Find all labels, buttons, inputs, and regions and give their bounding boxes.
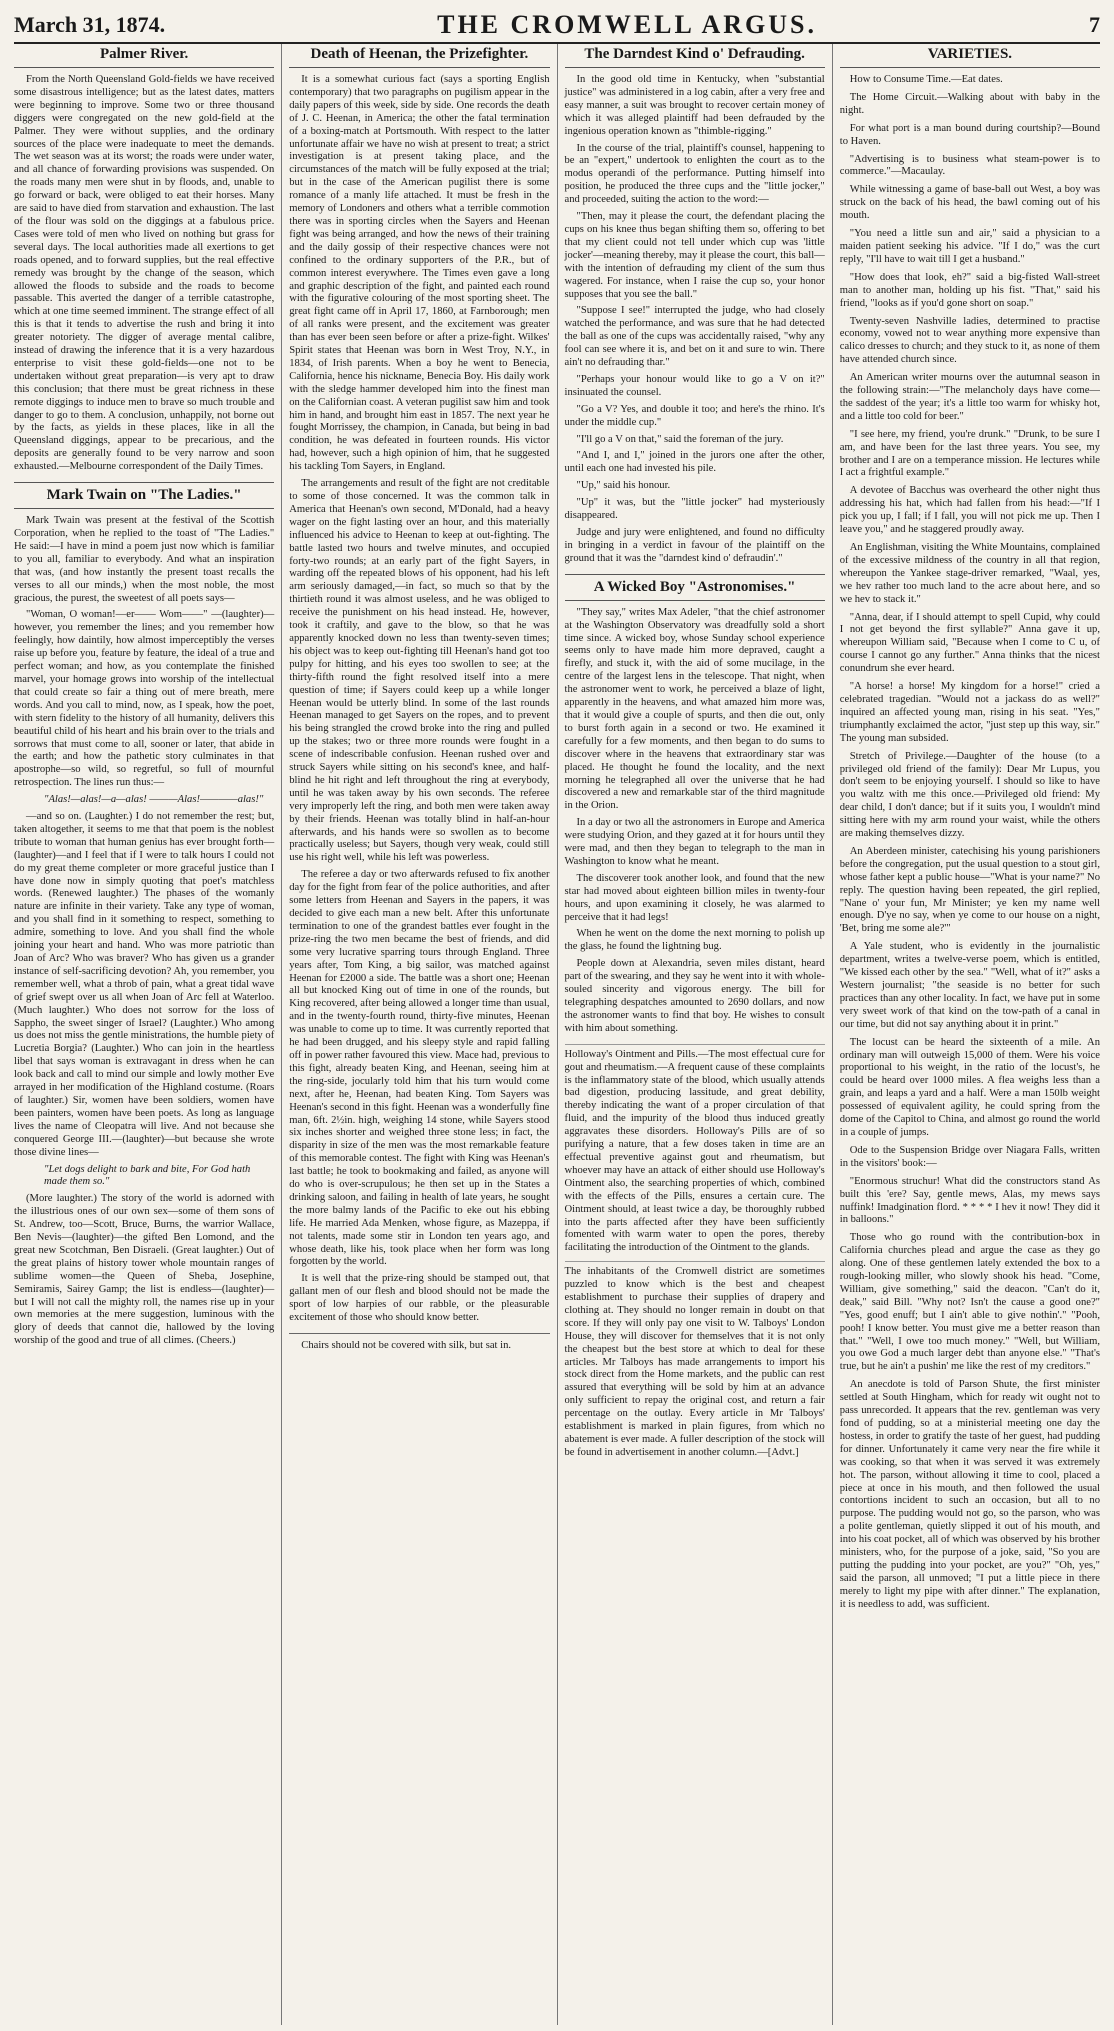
divider <box>289 1333 549 1334</box>
column-3 <box>557 44 832 2025</box>
variety-item: Stretch of Privilege.—Daughter of the house (to a privileged old friend of the family): Dear Mr Lupus, you don't seem to be enjoying yourself. I should so like to have you waltz with me this once.—Privileged old friend: My dear child, I don't dance; but if it suits you, I wouldn't mind sitting here with my arm round your waist, while the others are making themselves dizzy. <box>839 750 1100 840</box>
filler-line: Chairs should not be covered with silk, but sat in. <box>301 1340 512 1351</box>
column-4 <box>832 44 1100 2025</box>
article-paragraph: People down at Alexandria, seven miles distant, heard part of the swearing, and they say he went into it with whole-souled sincerity and vigorous energy. The bill for telegraphing despatches amounted to 2690 dollars, and now the astronomer wants to find that boy. He wishes to consult with him about something. <box>564 958 825 1034</box>
article-darndest <box>565 46 825 566</box>
variety-item: "Advertising is to business what steam-power is to commerce."—Macaulay. <box>839 153 1100 178</box>
article-paragraph: It is a somewhat curious fact (says a sporting English contemporary) that two paragraphs on pugilism appear in the daily papers of this week, side by side. One records the death of J. C. Heenan, in America; the other the fatal termination of a boxing-match at Portsmouth. With respect to the latter unfortunate affair we have no wish at present to treat; a strict investigation is at present taking place, and the circumstances of the match will be fully exposed at the trial; but in the case of the American pugilist there is some romance of a manly life attached. It must be fresh in the memory of Londoners and others what a terrible commotion there was in sporting circles when the Sayers and Heenan fight was being arranged, and how the news of their training and the daily gossip of their respective chances were not confined to the ordinary supporters of the P.R., but of common interest everywhere. The Times even gave a long and graphic description of the fight, and painted each round with the figurative colouring of the most sporting sheet. The great fight came off in April 17, 1860, at Farnborough; men of all ranks were present, and the excitement was greater than has ever been seen before or after a prize-fight. Wilkes' Spirit states that Heenan was born in West Troy, N.Y., in 1834, of Irish parents. When a boy he went to Benecia, California, hence his nickname, Benecia Boy. His daily work with the sledge hammer developed him into the finest man on the Californian coast. A veteran pugilist saw him and took him in hand, and brought him east in 1857. The next year he fought Morrissey, the champion, in Canada, but being in bad condition, he was defeated in fourteen rounds. His victor had, however, such a high opinion of him, that he suggested his tackling Tom Sayers, in England. <box>289 74 550 473</box>
article-paragraph: In the course of the trial, plaintiff's counsel, happening to be an "expert," undertook to enlighten the court as to the modus operandi of the performance. Putting himself into position, he produced the three cups and the "little jocker," and proceeded, suiting the action to the word:— <box>564 142 825 206</box>
article-paragraph: When he went on the dome the next morning to polish up the glass, he found the lightning bug. <box>564 928 825 953</box>
newspaper-title: THE CROMWELL ARGUS. <box>437 10 818 39</box>
variety-item: The locust can be heard the sixteenth of a mile. An ordinary man will outweigh 15,000 of them. Were his voice proportional to his weight, in the ratio of the locust's, he could be heard over 1000 miles. A flea weighs less than a grain, and leaps a yard and a half. Were a man 150lb weight possessed of equivalent agility, he could spring from the dome of the Capitol to China, and almost go round the world in a couple of jumps. <box>839 1036 1100 1138</box>
verse-quote: "Alas!—alas!—a—alas! ———Alas!————alas!" <box>44 794 264 806</box>
column-2 <box>281 44 556 2025</box>
article-paragraph: It is well that the prize-ring should be stamped out, that gallant men of our flesh and blood should not be made the sport of low harpies of our rabble, or the pleasurable excitement of those who should know better. <box>289 1273 550 1324</box>
columns <box>14 44 1100 2025</box>
variety-item: For what port is a man bound during courtship?—Bound to Haven. <box>839 122 1100 147</box>
variety-item: "A horse! a horse! My kingdom for a horse!" cried a celebrated tragedian. "Would not a jackass do as well?" inquired an affected young man, rising in his seat. "Yes," triumphantly exclaimed the actor, "just step up this way, sir." The young man subsided. <box>839 681 1100 744</box>
article-paragraph: —and so on. (Laughter.) I do not remember the rest; but, taken altogether, it seems to me that that poem is the noblest tribute to woman that human genius has ever brought forth—(laughter)—and I feel that if I were to talk hours I could not do my great theme completer or more graceful justice than I have done now in simply quoting that poet's matchless words. (Renewed laughter.) The phases of the womanly nature are infinite in their variety. Take any type of woman, and you shall find in it something to respect, something to admire, something to love. And you shall find the whole joining your heart and hand. Who was more patriotic than Joan of Arc? Who was braver? Who has given us a grander instance of self-sacrificing devotion? Ah, you remember, you remember well, what a throb of pain, what a great tidal wave of grief swept over us all when Joan of Arc fell at Waterloo. (Much laughter.) Who does not sorrow for the loss of Sappho, the sweet singer of Israel? (Laughter.) Who among us does not miss the gentle ministrations, the humble piety of Lucretia Borgia? (Laughter.) Who can join in the heartless libel that says woman is extravagant in dress when he can look back and call to mind our simple and lowly mother Eve arrayed in her modification of the Highland costume. (Roars of laughter.) Sir, women have been soldiers, women have been painters, women have been poets. As long as language lives the name of Cleopatra will live. And not because she conquered George III.—(laughter)—but because she wrote those divine lines— <box>14 811 275 1158</box>
article-paragraph: "And I, and I," joined in the jurors one after the other, until each one had invested his pile. <box>564 450 825 475</box>
column-1 <box>14 44 281 2025</box>
issue-date: March 31, 1874. <box>14 12 166 37</box>
article-wicked-boy <box>565 574 825 1036</box>
variety-item: Twenty-seven Nashville ladies, determined to practise economy, vowed not to wear anything more expensive than calico dresses to church; and they stuck to it, as none of them have attended church since. <box>839 315 1100 366</box>
article-paragraph: Mark Twain was present at the festival of the Scottish Corporation, when he replied to the toast of "The Ladies." He said:—I have in mind a poem just now which is familiar to you all, familiar to everybody. And what an inspiration that was, (and how instantly the present toast recalls the verses to all our minds,) when the most noble, the most gracious, the purest, the sweetest of all poets says— <box>14 515 275 604</box>
variety-item: A devotee of Bacchus was overheard the other night thus addressing his hat, which had fallen from his head:—"If I pick you up, I fall; if I fall, you will not pick me up. Then I leave you," and he staggered proudly away. <box>839 485 1100 536</box>
article-paragraph: "I'll go a V on that," said the foreman of the jury. <box>576 433 784 445</box>
variety-item: "Anna, dear, if I should attempt to spell Cupid, why could I not get beyond the first syllable?" Anna gave it up, whereupon William said, "Because when I come to C u, of course I cannot go any further." Anna thinks that the nicest conundrum she ever heard. <box>839 611 1100 675</box>
article-paragraph: The arrangements and result of the fight are not creditable to some of those concerned. It was the common talk in America that Heenan's own second, M'Donald, had a heavy wager on the fight lasting over an hour, and this materially influenced his advice to Heenan to keep at out-fighting. The battle lasted two hours and twelve minutes, and occupied forty-two rounds; at an early part of the fight Sayers, in warding off the repeated blows of his opponent, had his left arm seriously damaged,—in fact, so much so that by the thirtieth round it was almost useless, and he was obliged to receive the punishment on his head instead. He, however, took it craftily, and gave to the blow, so that he was apparently knocked down no less than twenty-seven times; his object was to keep out-fighting till Heenan's hand got too pulpy for hitting, and his eyes too swollen to see; at the thirty-fifth round the fight resolved itself into a mere question of time; if Sayers could keep up a while longer Heenan would be utterly blind. In some of the last rounds Heenan managed to get Sayers on the ropes, and to prevent his being strangled the crowd broke into the ring and pulled up the stakes; two or three more rounds were fought in a scene of indescribable confusion. Heenan rushed over and struck Sayers while sitting on his second's knee, and half-blind he hit right and left throughout the ring at everybody, until he was taken away by his own seconds. The referee very improperly left the ring, and both men were taken away by their friends. Heenan was totally blind in half-an-hour afterwards, and his hands were so swollen as to become practically useless; but Sayers, though very weak, could still use his right well, while his left was powerless. <box>289 478 550 864</box>
article-paragraph: "They say," writes Max Adeler, "that the chief astronomer at the Washington Observatory was dreadfully sold a short time since. A wicked boy, whose Sunday school experience seems only to have made him more depraved, caught a firefly, and stuck it, with the aid of some mucilage, in the centre of the largest lens in the telescope. That night, when the astronomer went to work, he perceived a blaze of light, apparently in the heavens, and what amazed him more was, that it would give a couple of spurts, and then die out, only to burst forth again in a second or two. He examined it carefully for a few moments, and then began to do sums to discover where in the heavens that extraordinary star was placed. He thought he found the locality, and the next morning he telegraphed all over the universe that he had discovered a new and remarkable star of the third magnitude in the Orion. <box>564 606 825 812</box>
advertisement-holloway: Holloway's Ointment and Pills.—The most effectual cure for gout and rheumatism.—A frequent cause of these complaints is the inflammatory state of the blood, which usually attends bad digestion, producing lassitude, and great debility, thereby indicating the want of a proper circulation of that fluid, and the impurity of the blood thus induced greatly aggravates these disorders. Holloway's Pills are of so purifying a nature, that a few doses taken in time are an effectual preventive against gout and rheumatism, but whoever may have an attack of either should use Holloway's Ointment also, the searching properties of which, combined with the effects of the Pills, ensures a certain cure. The Ointment should, at least twice a day, be thoroughly rubbed into the parts affected after they have been sufficiently fomented with warm water to open the pores, thereby facilitating the introduction of the Ointment to the glands. <box>565 1044 825 1256</box>
article-paragraph: "Suppose I see!" interrupted the judge, who had closely watched the performance, and was sure that he had detected the ball as one of the cups was accidentally raised, "why any fool can see where it is, and bet on it and sure to win. There ain't no defrauding thar." <box>564 305 825 369</box>
article-paragraph: Judge and jury were enlightened, and found no difficulty in bringing in a verdict in favour of the plaintiff on the ground that it was the "darndest kind o' defraudin'." <box>564 527 825 564</box>
article-paragraph: "Up," said his honour. <box>576 480 671 492</box>
variety-item: "I see here, my friend, you're drunk." "Drunk, to be sure I am, and have been for the last three years. You see, my brother and I are on a temperance mission. He lectures while I act a frightful example." <box>839 428 1100 479</box>
variety-item: "You need a little sun and air," said a physician to a maiden patient seeking his advice. "If I do," was the curt reply, "I'll have to wait till I get a husband." <box>839 228 1100 265</box>
varieties-list <box>840 74 1100 1612</box>
article-paragraph: "Woman, O woman!—er—— Wom——" —(laughter)—however, you remember the lines; and you remember how feelingly, how daintily, how almost imperceptibly the verses raise up before you, feature by feature, the ideal of a true and perfect woman; and how, as you contemplate the finished marvel, your homage grows into worship of the intellectual that could create so fair a thing out of mere breath, mere words. And you call to mind, now, as I speak, how the poet, with stern fidelity to the history of all humanity, delivers this beautiful child of his heart and his brain over to the trials and sorrows that must come to all, sooner or later, that abide in the earth; and how the pathetic story culminates in that apostrophe—so wild, so regretful, so full of mournful retrospection. The lines run thus:— <box>14 609 275 789</box>
article-paragraph: The referee a day or two afterwards refused to fix another day for the fight from fear of the police authorities, and after some letters from Heenan and Sayers in the papers, it was decided to give each man a new belt. After this unfortunate termination to one of the grandest battles ever fought in the prize-ring the two men became the best of friends, and did some very lucrative sparring tours through England. Three years after, Tom King, a big sailor, was matched against Heenan for £2000 a side. The battle was a short one; Heenan all but knocked King out of time in one of the rounds, but King recovered, after being allowed a longer time than usual, and in the twenty-fourth round, thirty-five minutes, Heenan was unable to come up to time. It was currently reported that he had been drugged, and his sleepy style and rapid falling off in power rather favoured this view. Mace had, previous to this fight, already beaten King, and Heenan, seeing him at the ring-side, jocularly told him that his turn would come next, after he, Heenan, had beaten King. Tom Sayers was Heenan's second in this fight. Heenan was a wonderfully fine man, 6ft. 2½in. high, weighing 14 stone, while Sayers stood six inches shorter and weighed three stone less; in fact, the disparity in size of the men was the most remarkable feature of this memorable contest. The fight with King was Heenan's last battle; he took to bookmaking and failed, as anyone will do who is over-scrupulous; he then set up in the States a drinking saloon, and failing in health of late years, he sought the more balmy lands of the Pacific to eke out his ebbing life. He married Ada Menken, whose figure, as Mazeppa, if not talents, made some stir in London ten years ago, and whose death, like his, took place when her form was long forgotten by the world. <box>289 869 550 1268</box>
masthead <box>14 8 1100 44</box>
variety-item: "How does that look, eh?" said a big-fisted Wall-street man to another man, holding up his fist. "That," said his friend, "looks as if you'd gone short on soap." <box>839 271 1100 309</box>
article-heading: The Darndest Kind o' Defrauding. <box>565 46 825 68</box>
article-heading: A Wicked Boy "Astronomises." <box>565 574 825 601</box>
article-paragraph: "Then, may it please the court, the defendant placing the cups on his knee thus began shifting them so, offering to bet that my client could not tell under which cup was 'little jocker'—meaning thereby, may it please the court, this ball—with the intention of defrauding my client of the sum thus wagered. For instance, when I raise the cup so, your honor supposes that you see the ball." <box>564 211 825 300</box>
article-heading: Death of Heenan, the Prizefighter. <box>289 46 549 68</box>
variety-item: Those who go round with the contribution-box in California churches plead and argue the case as they go along. One of these gentlemen lately extended the box to a rough-looking miller, who slowly shook his head. "Come, William, give something," said the deacon. "Can't do it, deak," said Bill. "Why not? Isn't the cause a good one?" "Yes, good enuff; but I ain't able to give nothin'." "Pooh, pooh! I know better. You must give me a better reason than that." "Well, I owe too much money." "Well, but William, you owe God a much larger debt than anyone else." "That's true, but he ain't a pushin' me like the rest of my creditors." <box>839 1232 1100 1373</box>
article-paragraph: In a day or two all the astronomers in Europe and America were studying Orion, and they gazed at it for hours until they were mad, and then they began to telegraph to the man in Washington to know what he meant. <box>564 817 825 867</box>
article-heading: Mark Twain on "The Ladies." <box>14 482 274 509</box>
article-paragraph: "Up" it was, but the "little jocker" had mysteriously disappeared. <box>564 497 825 522</box>
variety-item: How to Consume Time.—Eat dates. <box>849 74 1003 85</box>
page-number: 7 <box>1088 12 1100 37</box>
variety-item: While witnessing a game of base-ball out West, a boy was struck on the back of his head, the bawl coming out of his mouth. <box>839 184 1100 222</box>
variety-item: An Aberdeen minister, catechising his young parishioners before the congregation, put the usual question to a stout girl, whose father kept a public house—"What is your name?" No reply. The question having been repeated, the girl replied, "Nane o' your fun, Mr Minister; ye ken my name well enough. D'ye no say, when ye come to our house on a night, 'Bet, bring me some ale?'" <box>839 845 1100 935</box>
article-mark-twain <box>14 482 274 1348</box>
variety-item: An anecdote is told of Parson Shute, the first minister settled at South Hingham, which for ready wit ought not to pass unrecorded. It appears that the rev. gentleman was very fond of pudding, so at a ministerial meeting one day the hostess, in order to gratify the taste of her guest, had pudding for dinner. Unfortunately it came very near the fire while it was cooking, so that when it was served it was extremely hot. The parson, without allowing it time to cool, placed a piece at once in his mouth, and then followed the usual contortions incident to such an occasion, but all to no purpose. The pudding would not go, so the parson, who was a polite gentleman, quietly slipped it out of his mouth, and into his coat pocket, all of which was observed by his brother ministers, who, for the purpose of a joke, said, "So you are putting the pudding into your pocket, are you?" "Oh, yes," said the parson, all unmoved; "I put a little piece in there merely to light my pipe with after dinner." The explanation, it is needless to add, was sufficient. <box>839 1379 1100 1610</box>
article-heading: Palmer River. <box>14 46 274 68</box>
variety-item: Ode to the Suspension Bridge over Niagara Falls, written in the visitors' book:— <box>839 1144 1100 1169</box>
article-paragraph: (More laughter.) The story of the world is adorned with the illustrious ones of our own sex—some of them sons of St. Andrew, too—Scott, Bruce, Burns, the warrior Wallace, Ben Nevis—(laughter)—the gifted Ben Lomond, and the great new Scotchman, Ben Disraeli. (Great laughter.) Out of the great plains of history tower whole mountain ranges of sublime women—the Queen of Sheba, Josephine, Semiramis, Sairey Gamp; the list is endless—(laughter)—but I will not call the mighty roll, the names rise up in your own memories at the mere suggestion, luminous with the glory of deeds that cannot die, hallowed by the loving worship of the good and true of all climes. (Cheers.) <box>14 1193 275 1347</box>
advertisement-talboys: The inhabitants of the Cromwell district are sometimes puzzled to know which is the best and cheapest establishment to purchase their supplies of drapery and clothing at. They should no longer remain in doubt on that score. If they will only pay one visit to W. Talboys' London House, they will discover for themselves that it is not only the cheapest but the best store at which to deal for these articles. Mr Talboys has made arrangements to import his stock direct from the Home markets, and the public can rest assured that everything will be sold by him at an advance only sufficient to repay the original cost, and return a fair percentage on the outlay. Every article in Mr Talboys' establishment is marked in plain figures, from which no abatement is ever made. A fuller description of the stock will be found in advertisement in another column.—[Advt.] <box>565 1261 825 1460</box>
article-palmer-river <box>14 46 274 474</box>
variety-item: "Enormous struchur! What did the constructors stand As built this 'ere? Say, gentle mews, Alas, my mews says nuffink! Imadgination flord. * * * * I hev it now! They did it in balloons." <box>839 1175 1100 1226</box>
varieties-heading: VARIETIES. <box>840 46 1100 68</box>
article-heenan <box>289 46 549 1325</box>
article-paragraph: In the good old time in Kentucky, when "substantial justice" was administered in a log cabin, after a very free and easy manner, a suit was brought to recover certain money of which it was alleged plaintiff had been defrauded by the ingenious operation known as "thimble-rigging." <box>564 74 825 137</box>
verse-quote: "Let dogs delight to bark and bite, For God hath made them so." <box>44 1163 251 1188</box>
article-paragraph: "Go a V? Yes, and double it too; and here's the rhino. It's under the middle cup." <box>564 403 825 428</box>
variety-item: The Home Circuit.—Walking about with baby in the night. <box>839 91 1100 116</box>
variety-item: A Yale student, who is evidently in the journalistic department, writes a twelve-verse poem, which is entitled, "We kissed each other by the sea." "Well, what of it?" asks a Western journalist; "the seaside is no better for such practices than any other locality. In fact, we have put in some very sweet work of that kind on the tow-path of a canal in our time, but did not say anything about it in print." <box>839 941 1100 1030</box>
article-paragraph: "Perhaps your honour would like to go a V on it?" insinuated the counsel. <box>564 373 825 398</box>
article-paragraph: The discoverer took another look, and found that the new star had moved about eighteen billion miles in twenty-four hours, and upon examining it closely, he was alarmed to perceive that it had legs! <box>564 872 825 923</box>
variety-item: An American writer mourns over the autumnal season in the following strain:—"The melancholy days have come—the saddest of the year; it's a little too warm for whisky hot, and a little too cold for beer." <box>839 372 1100 422</box>
article-paragraph: From the North Queensland Gold-fields we have received some disastrous intelligence; but as the latest dates, matters were beginning to improve. Some two or three thousand diggers were congregated on the new gold-field at the Palmer. They were without supplies, and the ordinary sources of the place were inadequate to meet the demands. The wet season was at its worst; the roads were under water, and all chance of forwarding provisions was suspended. On the roads many men were shut in by floods, and, unable to go forward or back, were obliged to eat their horses. Many are said to have died from starvation and exhaustion. The last of the flour was sold on the diggings at a fabulous price. Cases were told of men who lived on nothing but grass for several days. The local authorities made all exertions to get roads opened, and to forward supplies, but the real effective remedy was brought by the change of the season, which allowed the floods to subside and the roads to become passable. This averted the danger of a terrible catastrophe, which at one time seemed imminent. The strange effect of all this is that it tends to advertise the rush and bring it into greater notoriety. The digger of average mental calibre, instead of drawing the inference that it is a very hazardous enterprise to visit these gold-fields—one not to be undertaken without great preparation—is very apt to draw this conclusion; that there must be great richness in these remote diggings to induce men to brave so much trouble and danger to go to them. A conclusion, unhappily, not borne out by the facts, as yields in these places, like in all the Queensland diggings, appear to be precarious, and the deposits are generally found to be very narrow and soon exhausted.—Melbourne correspondent of the Daily Times. <box>14 74 275 473</box>
variety-item: An Englishman, visiting the White Mountains, complained of the excessive mildness of the country in all that region, whereupon the Yankee stage-driver remarked, "Waal, yes, we hev rather too much land to the acre about here, and so we hev to stack it." <box>839 542 1100 605</box>
